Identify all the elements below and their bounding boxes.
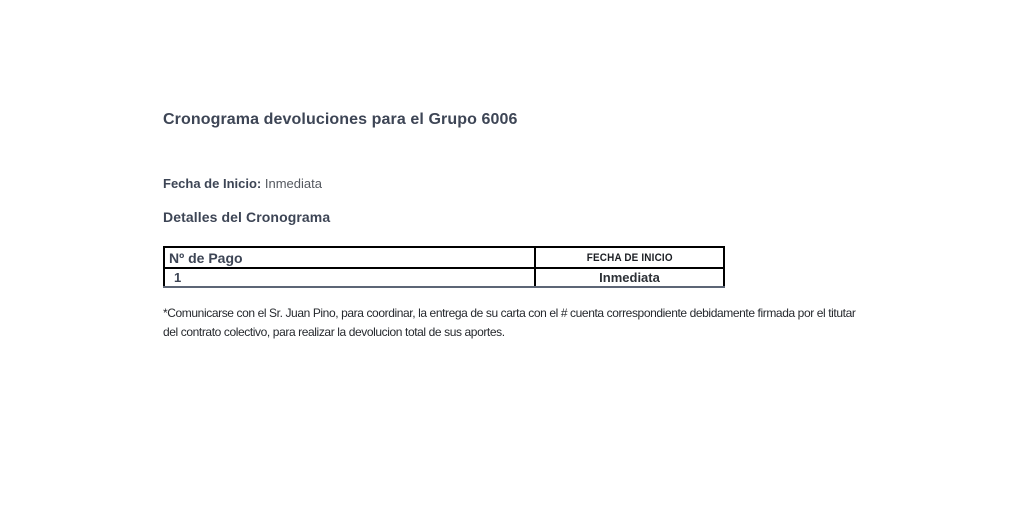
start-date-line — [163, 176, 322, 191]
start-date-cell: Inmediata — [535, 268, 724, 287]
table-row — [164, 268, 724, 287]
page-title: Cronograma devoluciones para el Grupo 6006 — [163, 111, 518, 128]
payments-table — [163, 246, 725, 288]
start-date-value: Inmediata — [264, 176, 322, 191]
footnote: *Comunicarse con el Sr. Juan Pino, para coordinar, la entrega de su carta con el # cuenta correspondiente debidamente firmada por el titutar del contrato colectivo, para realizar la devolucion total de sus aportes. — [163, 306, 856, 339]
column-header-start-date — [535, 247, 724, 268]
column-header-payment-number: Nº de Pago — [164, 247, 535, 268]
payment-number-cell: 1 — [164, 268, 535, 287]
section-heading: Detalles del Cronograma — [163, 209, 331, 225]
start-date-label: Fecha de Inicio: — [163, 176, 262, 191]
column-header-start-date-label: FECHA DE INICIO — [586, 251, 673, 264]
table-header-row — [164, 247, 724, 268]
